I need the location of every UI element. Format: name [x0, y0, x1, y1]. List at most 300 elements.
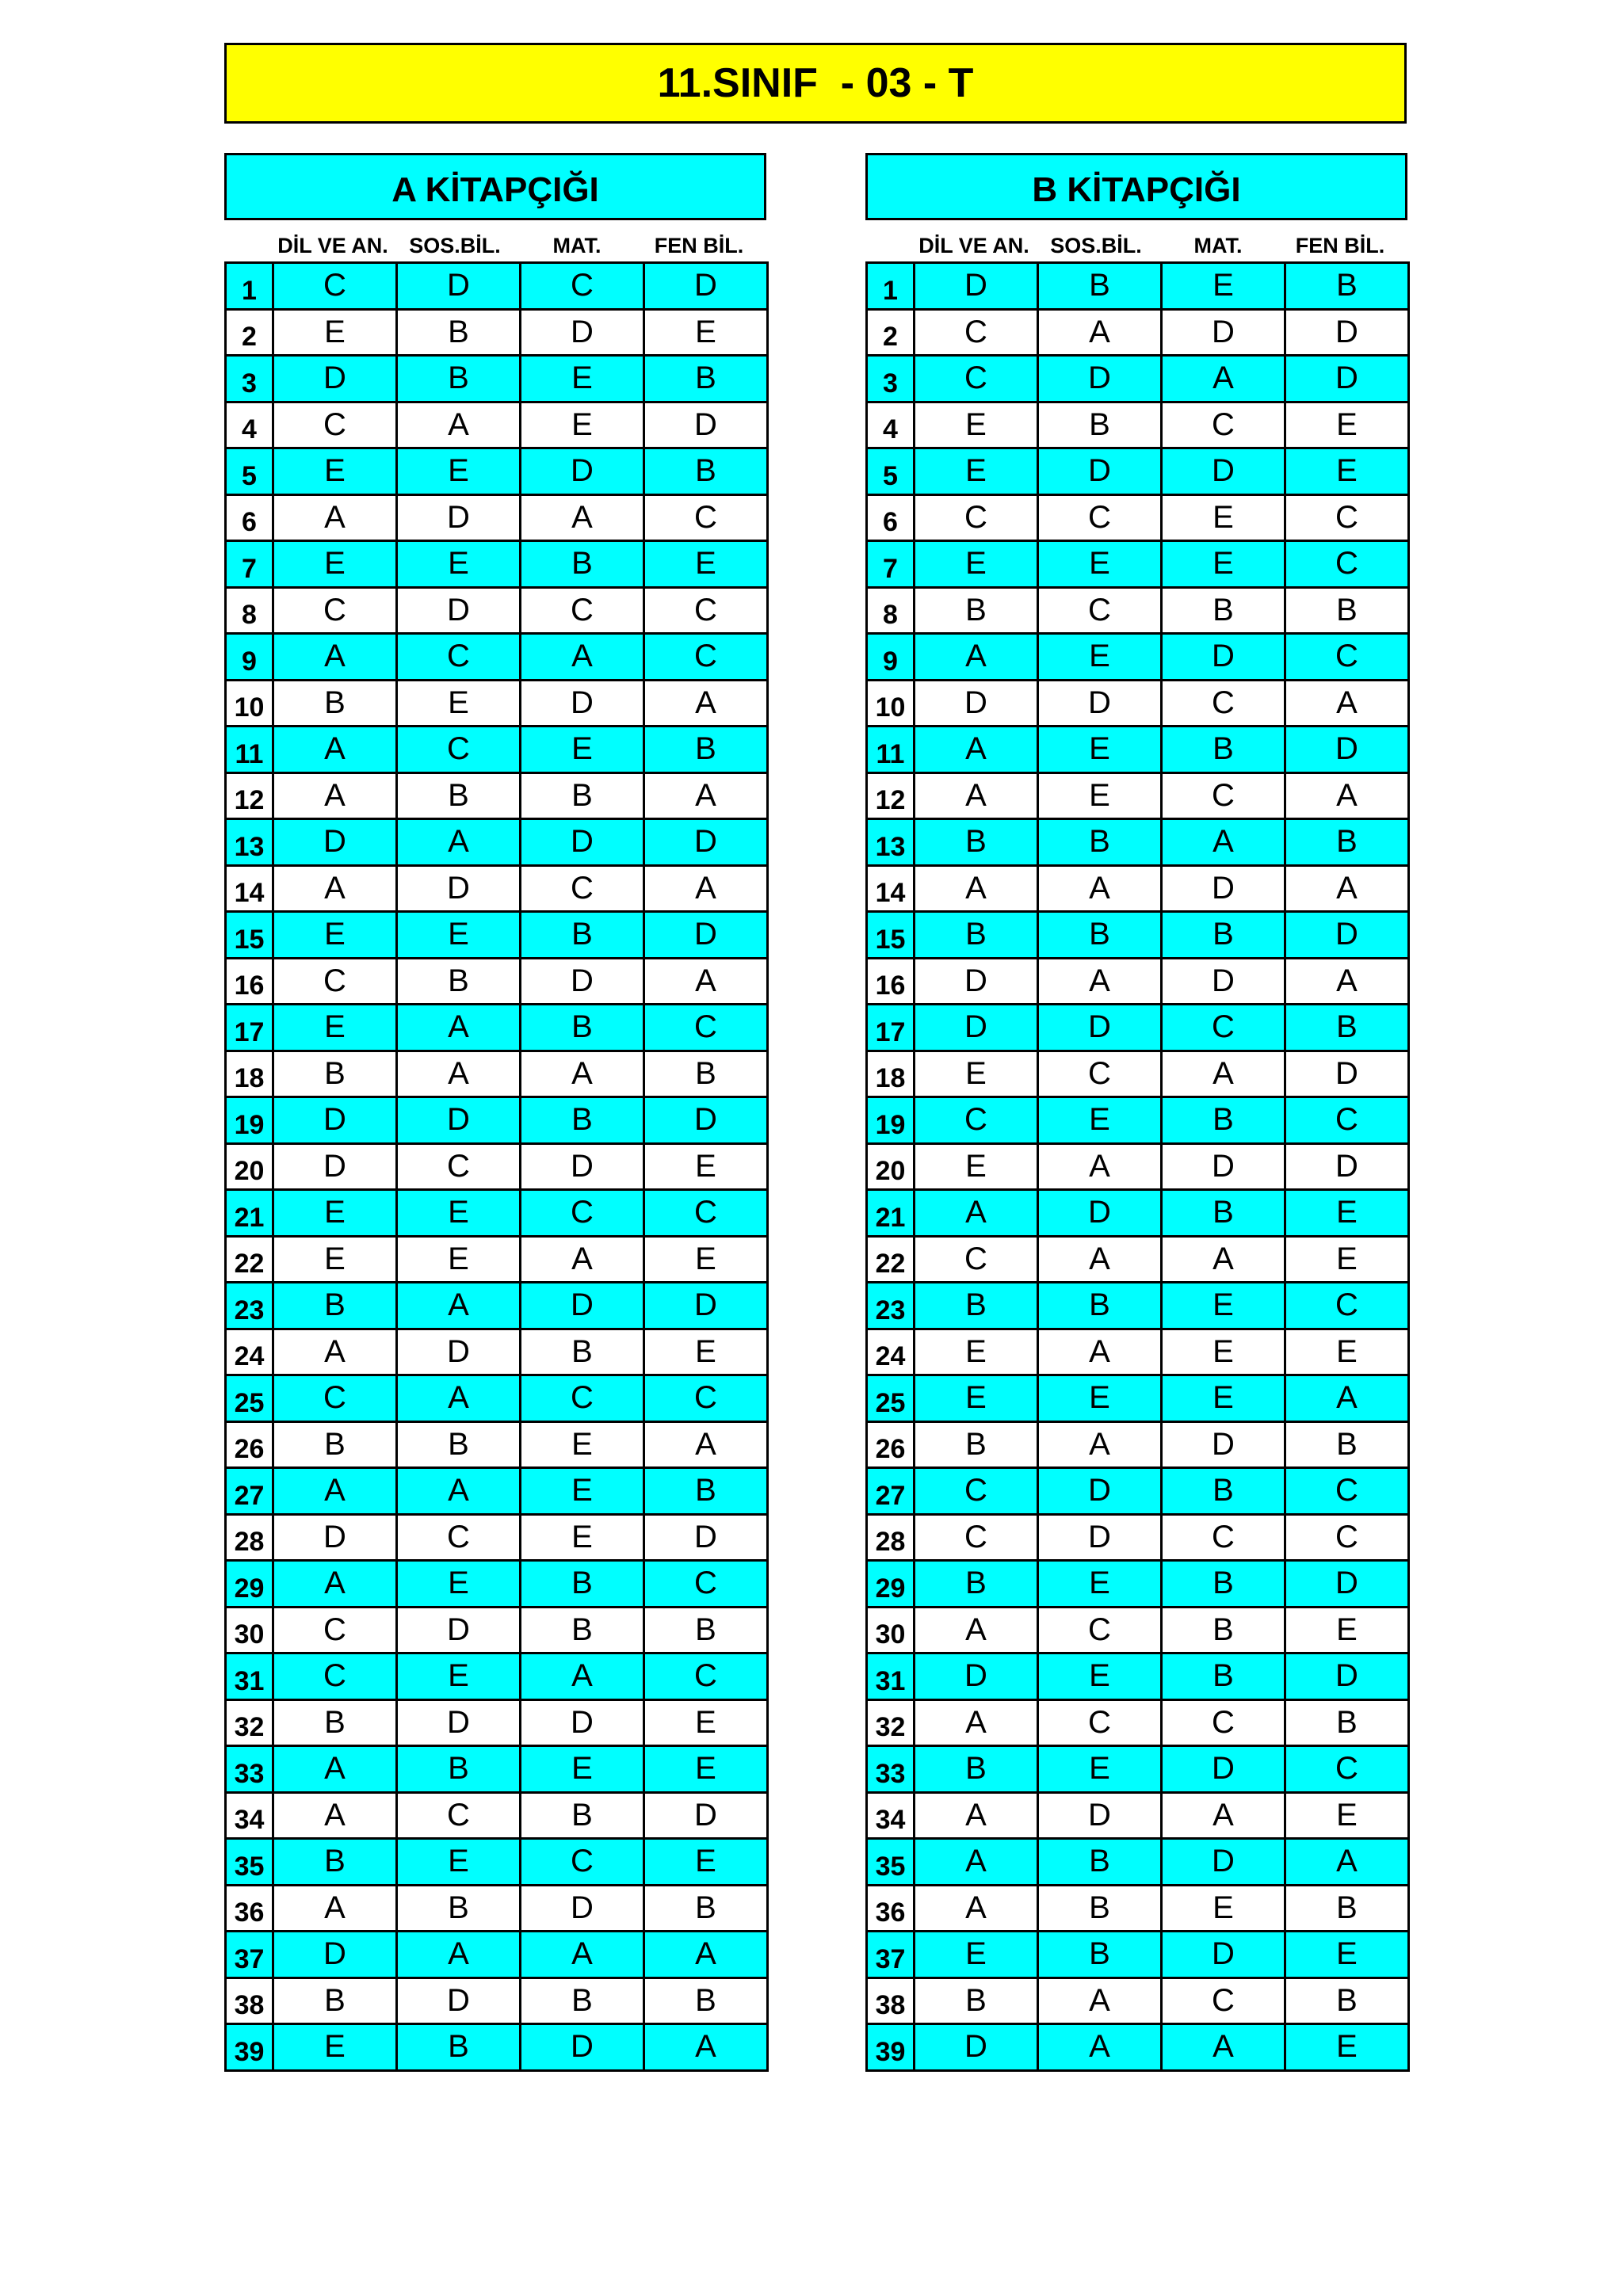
answer-cell: B: [1162, 1097, 1285, 1144]
answer-table-a: [224, 261, 769, 2072]
table-row: [867, 1283, 1409, 1329]
table-row: [867, 1746, 1409, 1793]
answer-cell: C: [644, 634, 768, 681]
answer-cell: D: [1285, 309, 1409, 356]
answer-cell: E: [915, 541, 1038, 588]
answer-cell: A: [273, 1468, 397, 1515]
answer-cell: B: [1162, 587, 1285, 634]
answer-cell: D: [1162, 1839, 1285, 1886]
table-row: [867, 912, 1409, 959]
answer-cell: D: [644, 1283, 768, 1329]
answer-cell: D: [273, 356, 397, 402]
answer-cell: B: [644, 727, 768, 773]
table-row: [226, 263, 768, 310]
question-number: 39: [226, 2024, 273, 2071]
answer-cell: C: [1162, 1514, 1285, 1561]
table-row: [226, 1283, 768, 1329]
answer-cell: D: [915, 1653, 1038, 1700]
answer-cell: A: [915, 634, 1038, 681]
answer-cell: B: [1162, 1468, 1285, 1515]
table-row: [226, 402, 768, 448]
answer-cell: E: [1285, 402, 1409, 448]
answer-cell: C: [521, 1375, 644, 1422]
answer-cell: A: [1285, 1839, 1409, 1886]
answer-cell: B: [1038, 402, 1162, 448]
table-row: [867, 772, 1409, 819]
answer-cell: B: [915, 587, 1038, 634]
booklet-a-header: A KİTAPÇIĞI: [224, 153, 766, 220]
table-row: [226, 772, 768, 819]
answer-cell: B: [1038, 1932, 1162, 1978]
question-number: 16: [226, 958, 273, 1005]
answer-cell: B: [273, 1839, 397, 1886]
question-number: 1: [226, 263, 273, 310]
answer-cell: A: [521, 494, 644, 541]
column-header-sos: SOS.BİL.: [409, 234, 501, 257]
table-row: [226, 634, 768, 681]
answer-table-b: [865, 261, 1410, 2072]
table-row: [226, 356, 768, 402]
answer-cell: D: [521, 958, 644, 1005]
answer-cell: E: [915, 448, 1038, 495]
question-number: 10: [867, 680, 915, 727]
table-row: [226, 819, 768, 866]
answer-cell: A: [644, 1421, 768, 1468]
table-row: [226, 958, 768, 1005]
answer-cell: E: [644, 1839, 768, 1886]
answer-cell: A: [915, 1792, 1038, 1839]
answer-cell: B: [1162, 727, 1285, 773]
question-number: 6: [226, 494, 273, 541]
answer-cell: A: [521, 634, 644, 681]
table-row: [226, 1978, 768, 2024]
table-row: [226, 1051, 768, 1097]
answer-cell: B: [521, 541, 644, 588]
answer-cell: E: [273, 912, 397, 959]
answer-cell: A: [1038, 865, 1162, 912]
answer-cell: B: [644, 448, 768, 495]
answer-cell: C: [397, 634, 521, 681]
question-number: 26: [226, 1421, 273, 1468]
answer-cell: B: [1038, 263, 1162, 310]
answer-cell: A: [273, 1885, 397, 1932]
table-row: [226, 1746, 768, 1793]
table-row: [867, 263, 1409, 310]
table-row: [226, 1607, 768, 1653]
answer-cell: D: [915, 958, 1038, 1005]
answer-cell: A: [1038, 958, 1162, 1005]
answer-cell: C: [1285, 1283, 1409, 1329]
question-number: 24: [226, 1329, 273, 1375]
question-number: 9: [867, 634, 915, 681]
answer-cell: D: [644, 1514, 768, 1561]
answer-cell: E: [915, 1375, 1038, 1422]
table-row: [226, 1375, 768, 1422]
answer-cell: C: [644, 587, 768, 634]
answer-cell: D: [273, 1143, 397, 1190]
question-number: 37: [226, 1932, 273, 1978]
answer-cell: A: [273, 1329, 397, 1375]
question-number: 28: [226, 1514, 273, 1561]
answer-cell: C: [644, 1375, 768, 1422]
answer-cell: A: [915, 1839, 1038, 1886]
answer-cell: B: [1038, 1839, 1162, 1886]
table-row: [867, 1699, 1409, 1746]
answer-cell: D: [1038, 680, 1162, 727]
question-number: 17: [226, 1005, 273, 1051]
answer-cell: E: [1285, 1932, 1409, 1978]
question-number: 7: [867, 541, 915, 588]
table-row: [867, 1792, 1409, 1839]
table-row: [226, 912, 768, 959]
answer-cell: A: [1285, 958, 1409, 1005]
answer-cell: A: [1162, 1051, 1285, 1097]
answer-cell: E: [915, 1051, 1038, 1097]
answer-cell: B: [644, 1468, 768, 1515]
booklet-a-column-headers: [224, 220, 766, 261]
answer-cell: B: [397, 309, 521, 356]
answer-cell: D: [273, 1097, 397, 1144]
table-row: [867, 1375, 1409, 1422]
table-row: [867, 1561, 1409, 1608]
answer-cell: D: [397, 494, 521, 541]
question-number: 36: [867, 1885, 915, 1932]
table-row: [867, 587, 1409, 634]
answer-cell: B: [521, 1329, 644, 1375]
answer-cell: A: [397, 1375, 521, 1422]
answer-cell: E: [273, 541, 397, 588]
answer-cell: B: [1038, 912, 1162, 959]
answer-cell: E: [397, 912, 521, 959]
question-number: 27: [226, 1468, 273, 1515]
answer-cell: A: [915, 1699, 1038, 1746]
question-number: 2: [226, 309, 273, 356]
answer-cell: D: [521, 2024, 644, 2071]
table-row: [867, 958, 1409, 1005]
table-row: [867, 727, 1409, 773]
answer-cell: C: [1162, 1005, 1285, 1051]
answer-cell: B: [1285, 1421, 1409, 1468]
answer-cell: E: [1285, 448, 1409, 495]
question-number: 30: [867, 1607, 915, 1653]
answer-cell: D: [273, 819, 397, 866]
answer-cell: E: [521, 1468, 644, 1515]
answer-cell: C: [273, 1375, 397, 1422]
answer-cell: C: [1162, 680, 1285, 727]
question-number: 25: [867, 1375, 915, 1422]
column-header-fen: FEN BİL.: [1295, 234, 1385, 257]
answer-cell: B: [1038, 1283, 1162, 1329]
question-number: 21: [226, 1190, 273, 1237]
answer-cell: C: [1038, 494, 1162, 541]
answer-cell: C: [1162, 402, 1285, 448]
question-number: 34: [867, 1792, 915, 1839]
answer-cell: D: [644, 1097, 768, 1144]
answer-cell: A: [1038, 1421, 1162, 1468]
answer-cell: C: [644, 1190, 768, 1237]
answer-cell: D: [397, 1699, 521, 1746]
answer-cell: A: [1162, 2024, 1285, 2071]
answer-cell: D: [1038, 1514, 1162, 1561]
table-row: [226, 448, 768, 495]
answer-cell: D: [1285, 1561, 1409, 1608]
answer-cell: E: [1038, 772, 1162, 819]
table-row: [867, 1421, 1409, 1468]
table-row: [867, 1005, 1409, 1051]
question-number: 2: [867, 309, 915, 356]
answer-cell: D: [521, 680, 644, 727]
answer-cell: A: [915, 1607, 1038, 1653]
answer-cell: C: [1285, 1746, 1409, 1793]
answer-cell: D: [1162, 865, 1285, 912]
answer-cell: B: [397, 2024, 521, 2071]
answer-cell: E: [1162, 1885, 1285, 1932]
answer-cell: A: [273, 727, 397, 773]
answer-cell: B: [1285, 263, 1409, 310]
answer-cell: B: [644, 1885, 768, 1932]
question-number: 29: [226, 1561, 273, 1608]
question-number: 23: [226, 1283, 273, 1329]
question-number: 13: [867, 819, 915, 866]
table-row: [867, 1653, 1409, 1700]
answer-cell: A: [644, 2024, 768, 2071]
answer-cell: C: [1285, 1097, 1409, 1144]
answer-cell: C: [521, 587, 644, 634]
table-row: [226, 727, 768, 773]
table-row: [867, 1468, 1409, 1515]
answer-cell: E: [397, 1839, 521, 1886]
question-number: 20: [867, 1143, 915, 1190]
table-row: [226, 1468, 768, 1515]
answer-cell: E: [397, 1653, 521, 1700]
answer-cell: E: [644, 1236, 768, 1283]
answer-cell: A: [273, 865, 397, 912]
table-row: [867, 1190, 1409, 1237]
answer-cell: D: [521, 1699, 644, 1746]
answer-cell: C: [397, 1143, 521, 1190]
answer-cell: E: [1038, 1097, 1162, 1144]
answer-cell: C: [397, 1792, 521, 1839]
answer-cell: E: [273, 448, 397, 495]
answer-cell: D: [1162, 634, 1285, 681]
answer-cell: E: [273, 1005, 397, 1051]
question-number: 38: [867, 1978, 915, 2024]
answer-cell: B: [521, 1792, 644, 1839]
answer-cell: D: [273, 1932, 397, 1978]
answer-cell: E: [915, 1143, 1038, 1190]
answer-cell: B: [644, 356, 768, 402]
answer-cell: B: [1285, 1699, 1409, 1746]
answer-cell: C: [521, 1839, 644, 1886]
answer-cell: B: [273, 1283, 397, 1329]
answer-cell: E: [1038, 541, 1162, 588]
answer-cell: B: [273, 1051, 397, 1097]
answer-cell: C: [1162, 772, 1285, 819]
answer-cell: B: [644, 1051, 768, 1097]
question-number: 5: [867, 448, 915, 495]
answer-cell: D: [644, 402, 768, 448]
question-number: 12: [867, 772, 915, 819]
answer-cell: A: [1285, 1375, 1409, 1422]
question-number: 7: [226, 541, 273, 588]
answer-cell: C: [915, 356, 1038, 402]
answer-cell: D: [273, 1514, 397, 1561]
answer-cell: E: [1162, 1375, 1285, 1422]
answer-cell: E: [521, 1514, 644, 1561]
table-row: [867, 865, 1409, 912]
answer-cell: A: [273, 494, 397, 541]
answer-cell: A: [1285, 865, 1409, 912]
question-number: 25: [226, 1375, 273, 1422]
answer-cell: C: [1038, 1699, 1162, 1746]
question-number: 33: [226, 1746, 273, 1793]
question-number: 1: [867, 263, 915, 310]
table-row: [867, 680, 1409, 727]
table-row: [867, 1236, 1409, 1283]
table-row: [226, 1421, 768, 1468]
question-number: 37: [867, 1932, 915, 1978]
question-number: 21: [867, 1190, 915, 1237]
answer-cell: A: [1162, 1792, 1285, 1839]
answer-cell: D: [644, 1792, 768, 1839]
answer-cell: D: [1285, 1051, 1409, 1097]
question-number: 18: [867, 1051, 915, 1097]
question-number: 8: [867, 587, 915, 634]
table-row: [867, 309, 1409, 356]
answer-cell: C: [1285, 634, 1409, 681]
answer-cell: E: [1038, 727, 1162, 773]
table-row: [226, 865, 768, 912]
table-row: [226, 1792, 768, 1839]
table-row: [867, 819, 1409, 866]
answer-cell: D: [1285, 356, 1409, 402]
answer-cell: E: [397, 448, 521, 495]
answer-cell: B: [915, 1746, 1038, 1793]
answer-cell: D: [915, 680, 1038, 727]
answer-cell: E: [644, 1143, 768, 1190]
answer-cell: D: [397, 1978, 521, 2024]
answer-cell: D: [1162, 1143, 1285, 1190]
answer-cell: C: [915, 1236, 1038, 1283]
answer-cell: B: [1285, 1978, 1409, 2024]
answer-cell: A: [915, 865, 1038, 912]
answer-cell: A: [397, 1283, 521, 1329]
answer-cell: A: [397, 819, 521, 866]
answer-cell: E: [273, 1236, 397, 1283]
question-number: 5: [226, 448, 273, 495]
column-header-sos: SOS.BİL.: [1050, 234, 1142, 257]
answer-cell: A: [915, 772, 1038, 819]
table-row: [867, 402, 1409, 448]
answer-cell: C: [521, 263, 644, 310]
table-row: [226, 1514, 768, 1561]
answer-cell: C: [273, 263, 397, 310]
answer-cell: C: [397, 727, 521, 773]
column-header-mat: MAT.: [552, 234, 601, 257]
answer-cell: B: [397, 1746, 521, 1793]
question-number: 32: [867, 1699, 915, 1746]
answer-cell: E: [521, 727, 644, 773]
answer-cell: A: [397, 1005, 521, 1051]
answer-cell: D: [644, 263, 768, 310]
answer-cell: C: [1285, 1468, 1409, 1515]
answer-cell: A: [1038, 1143, 1162, 1190]
table-row: [226, 1839, 768, 1886]
table-row: [867, 1329, 1409, 1375]
answer-cell: A: [273, 634, 397, 681]
answer-cell: E: [1162, 541, 1285, 588]
answer-cell: A: [1162, 356, 1285, 402]
question-number: 18: [226, 1051, 273, 1097]
answer-cell: E: [644, 1699, 768, 1746]
table-row: [226, 1097, 768, 1144]
answer-cell: D: [915, 263, 1038, 310]
question-number: 3: [226, 356, 273, 402]
answer-cell: B: [397, 772, 521, 819]
page-title: 11.SINIF - 03 - T: [224, 43, 1407, 124]
answer-cell: A: [1285, 772, 1409, 819]
answer-cell: E: [397, 1561, 521, 1608]
answer-cell: D: [521, 448, 644, 495]
table-row: [226, 541, 768, 588]
answer-cell: A: [1038, 2024, 1162, 2071]
answer-cell: D: [1038, 356, 1162, 402]
table-row: [226, 1885, 768, 1932]
answer-cell: B: [1162, 912, 1285, 959]
question-number: 11: [226, 727, 273, 773]
answer-cell: E: [1038, 1561, 1162, 1608]
answer-cell: E: [1038, 1375, 1162, 1422]
question-number: 6: [867, 494, 915, 541]
answer-cell: B: [521, 1978, 644, 2024]
question-number: 26: [867, 1421, 915, 1468]
question-number: 4: [867, 402, 915, 448]
question-number: 22: [867, 1236, 915, 1283]
answer-cell: B: [1162, 1607, 1285, 1653]
answer-cell: A: [273, 1561, 397, 1608]
question-number: 36: [226, 1885, 273, 1932]
answer-cell: A: [644, 865, 768, 912]
answer-cell: A: [1038, 309, 1162, 356]
table-row: [867, 541, 1409, 588]
answer-cell: E: [397, 680, 521, 727]
table-row: [867, 1051, 1409, 1097]
answer-cell: D: [915, 1005, 1038, 1051]
table-row: [226, 1561, 768, 1608]
question-number: 24: [867, 1329, 915, 1375]
answer-cell: D: [1038, 1792, 1162, 1839]
table-row: [226, 1190, 768, 1237]
answer-cell: E: [1162, 263, 1285, 310]
answer-cell: A: [273, 1746, 397, 1793]
question-number: 22: [226, 1236, 273, 1283]
answer-cell: C: [1038, 587, 1162, 634]
answer-cell: D: [1162, 309, 1285, 356]
answer-cell: C: [915, 1514, 1038, 1561]
answer-cell: B: [521, 1005, 644, 1051]
answer-cell: D: [1162, 1932, 1285, 1978]
answer-cell: B: [1285, 587, 1409, 634]
answer-cell: D: [521, 1143, 644, 1190]
question-number: 16: [867, 958, 915, 1005]
answer-cell: C: [644, 1653, 768, 1700]
answer-cell: C: [273, 587, 397, 634]
answer-cell: E: [915, 1329, 1038, 1375]
answer-cell: B: [1285, 1005, 1409, 1051]
answer-cell: C: [1162, 1699, 1285, 1746]
answer-cell: A: [644, 772, 768, 819]
booklet-b: [865, 153, 1407, 2072]
